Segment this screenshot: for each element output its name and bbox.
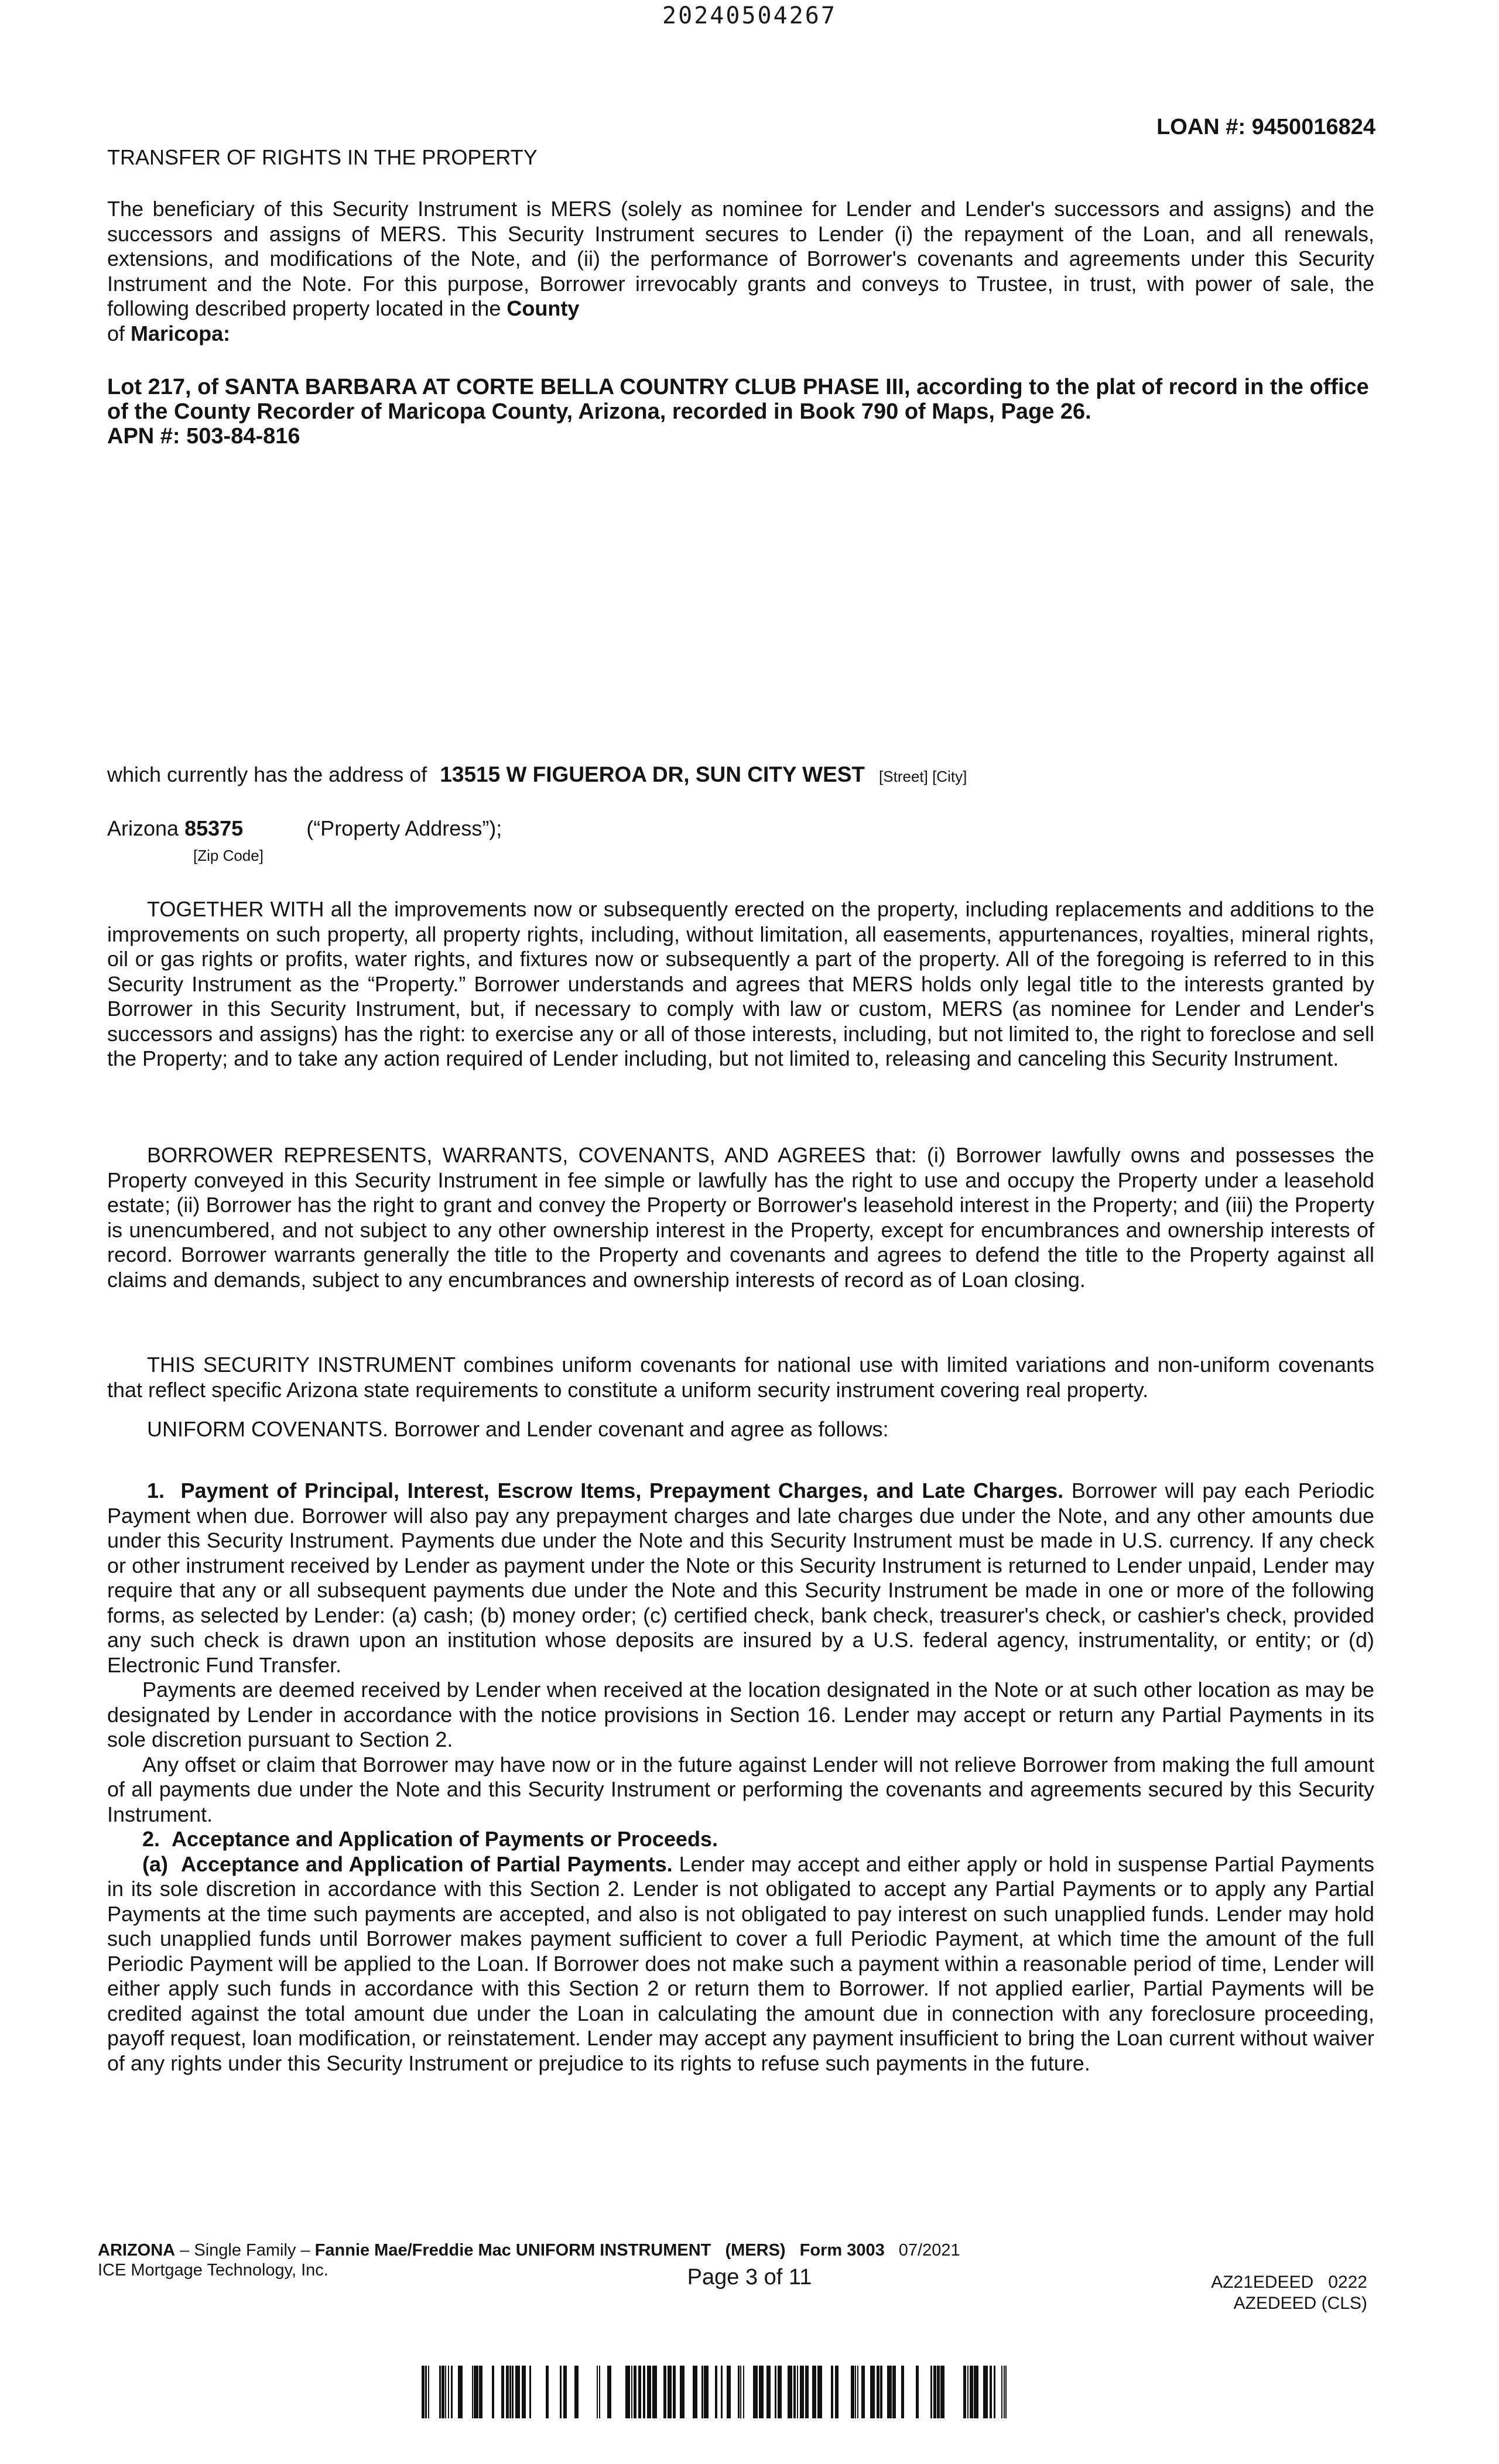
barcode-bar <box>738 2366 740 2418</box>
barcode-bar <box>916 2366 919 2418</box>
barcode-bar <box>597 2366 598 2418</box>
together-text: TOGETHER WITH all the improvements now or subsequently erected on the property, including replacements and additions to the improvements on such property, all property rights, including, without limitation, all easements, appurtenances, royalties, mineral rights, oil or gas rights or profits, water rights, and fixtures now or subsequently a part of the property. All of the foregoing is referred to in this Security Instrument as the “Property.” Borrower understands and agrees that MERS holds only legal title to the interests granted by Borrower in this Security Instrument, but, if necessary to comply with law or custom, MERS (as nominee for Lender and Lender's successors and assigns) has the right: to exercise any or all of those interests, including, but not limited to, the right to foreclose and sell the Property; and to take any action required of Lender including, but not limited to, releasing and canceling this Security Instrument. <box>107 897 1374 1070</box>
barcode-bar <box>861 2366 865 2418</box>
loan-number <box>1156 115 1375 140</box>
footer-instrument-line <box>98 2240 960 2260</box>
footer-mers: (MERS) <box>725 2241 786 2260</box>
barcode-bar <box>805 2366 809 2418</box>
barcode-bar <box>963 2366 966 2418</box>
footer-doc-code: AZ21EDEED 0222 <box>1211 2273 1367 2292</box>
barcode-bar <box>663 2366 666 2418</box>
barcode-bar <box>967 2366 968 2418</box>
address-street-city: 13515 W FIGUEROA DR, SUN CITY WEST <box>440 762 865 786</box>
borrower-paragraph <box>107 1143 1374 1292</box>
property-address-line <box>107 762 967 787</box>
footer-date: 07/2021 <box>898 2241 960 2260</box>
barcode-bar <box>506 2366 509 2418</box>
footer-doc-codes <box>1211 2272 1367 2314</box>
barcode-bar <box>870 2366 875 2418</box>
barcode-bar <box>778 2366 782 2418</box>
together-paragraph <box>107 897 1374 1072</box>
address-zip: 85375 <box>184 816 244 840</box>
covenant-2a-text: Lender may accept and either apply or hold in suspense Partial Payments in its sole discretion in accordance with this Section 2. Lender is not obligated to accept any Partial Payments or to apply any Partial Payments at the time such payments are accepted, and also is not obligated to pay interest on such unapplied funds. Lender may hold such unapplied funds until Borrower makes payment sufficient to cover a full Periodic Payment, at which time the amount of the full Periodic Payment will be applied to the Loan. If Borrower does not make such a payment within a reasonable period of time, Lender will either apply such funds in accordance with this Section 2 or return them to Borrower. If not applied earlier, Partial Payments will be credited against the total amount due under the Loan in calculating the amount due in connection with any foreclosure proceeding, payoff request, loan modification, or reinstatement. Lender may accept any payment insufficient to bring the Loan current without waiver of any rights under this Security Instrument or prejudice to its rights to refuse such payments in the future. <box>107 1852 1374 2075</box>
barcode-bar <box>793 2366 796 2418</box>
barcode-bar <box>647 2366 651 2418</box>
barcode-bar <box>851 2366 854 2418</box>
barcode-bar <box>817 2366 822 2418</box>
barcode-bar <box>788 2366 792 2418</box>
barcode-bar <box>930 2366 932 2418</box>
barcode-bar <box>529 2366 531 2418</box>
barcode-bar <box>668 2366 672 2418</box>
jurisdiction-name: Maricopa: <box>131 321 231 345</box>
barcode-bar <box>492 2366 494 2418</box>
barcode-bar <box>625 2366 630 2418</box>
barcode-bar <box>835 2366 839 2418</box>
barcode-bar <box>933 2366 936 2418</box>
covenant-1-para-1 <box>107 1479 1374 1678</box>
transfer-text: The beneficiary of this Security Instrument is MERS (solely as nominee for Lender and Lender's successors and assigns) and the successors and assigns of MERS. This Security Instrument secures to Lender (i) the repayment of the Loan, and all renewals, extensions, and modifications of the Note, and (ii) the performance of Borrower's covenants and agreements under this Security Instrument and the Note. For this purpose, Borrower irrevocably grants and conveys to Trustee, in trust, with power of sale, the following described property located in the <box>107 197 1374 320</box>
barcode-bar <box>607 2366 611 2418</box>
footer-company: ICE Mortgage Technology, Inc. <box>98 2261 328 2280</box>
barcode-bar <box>974 2366 978 2418</box>
barcode-bar <box>775 2366 776 2418</box>
barcode-bar <box>901 2366 904 2418</box>
barcode-bar <box>753 2366 758 2418</box>
address-street-city-label: [Street] [City] <box>879 768 967 785</box>
barcode-bar <box>448 2366 449 2418</box>
address-state: Arizona <box>107 816 179 840</box>
barcode-bar <box>472 2366 473 2418</box>
barcode-bar <box>599 2366 600 2418</box>
covenant-2-heading: 2. Acceptance and Application of Payments or Proceeds. <box>142 1827 718 1851</box>
barcode-bar <box>501 2366 504 2418</box>
barcode-bar <box>937 2366 940 2418</box>
barcode-bar <box>812 2366 816 2418</box>
barcode-bar <box>766 2366 771 2418</box>
barcode-bar <box>560 2366 562 2418</box>
barcode-bar <box>743 2366 744 2418</box>
barcode-bar <box>887 2366 892 2418</box>
uniform-covenants-intro <box>107 1417 1374 1442</box>
covenant-2a <box>107 1852 1374 2076</box>
barcode-bar <box>439 2366 441 2418</box>
loan-value: 9450016824 <box>1251 115 1375 139</box>
transfer-paragraph <box>107 197 1374 346</box>
barcode-bar <box>994 2366 995 2418</box>
barcode-bar <box>800 2366 804 2418</box>
barcode-bar <box>797 2366 798 2418</box>
barcode-bar <box>445 2366 446 2418</box>
barcode-bar <box>1005 2366 1007 2418</box>
barcode-bar <box>857 2366 858 2418</box>
barcode-bar <box>515 2366 520 2418</box>
combines-paragraph <box>107 1353 1374 1402</box>
page-number: Page 3 of 11 <box>687 2265 812 2290</box>
covenant-1-para-2: Payments are deemed received by Lender when received at the location designated in the Note or at such other location as may be designated by Lender in accordance with the notice provisions in Section 16. Lender may accept or return any Partial Payments in its sole discretion pursuant to Section 2. <box>107 1678 1374 1751</box>
footer-family: – Single Family – <box>180 2241 310 2260</box>
barcode-bar <box>877 2366 879 2418</box>
zip-line <box>107 816 502 841</box>
address-lead: which currently has the address of <box>107 762 427 786</box>
barcode-bar <box>509 2366 511 2418</box>
barcode-bar <box>652 2366 657 2418</box>
barcode-bar <box>727 2366 731 2418</box>
barcode-bar <box>880 2366 882 2418</box>
barcode-bar <box>892 2366 896 2418</box>
barcode-bar <box>563 2366 567 2418</box>
barcode-bar <box>701 2366 703 2418</box>
barcode-bar <box>574 2366 579 2418</box>
footer-form: Form 3003 <box>799 2241 885 2260</box>
barcode-bar <box>990 2366 992 2418</box>
barcode-bar <box>634 2366 636 2418</box>
legal-description <box>107 375 1374 449</box>
barcode-bar <box>940 2366 944 2418</box>
barcode <box>422 2366 1007 2418</box>
barcode-bar <box>1001 2366 1002 2418</box>
barcode-bar <box>759 2366 764 2418</box>
zip-label: [Zip Code] <box>193 847 263 864</box>
apn <box>107 424 1374 449</box>
barcode-bar <box>693 2366 697 2418</box>
of-label: of <box>107 321 125 345</box>
borrower-text: BORROWER REPRESENTS, WARRANTS, COVENANTS, AND AGREES that: (i) Borrower lawfully owns and possesses the Property conveyed in this Security Instrument in fee simple or lawfully has the right to use and occupy the Property under a leasehold estate; (ii) Borrower has the right to grant and convey the Property or Borrower's leasehold interest in the Property; and (iii) the Property is unencumbered, and not subject to any other ownership interest in the Property, except for encumbrances and ownership interests of record. Borrower warrants generally the title to the Property and covenants and agrees to defend the title to the Property against all claims and demands, subject to any encumbrances and ownership interests of record as of Loan closing. <box>107 1143 1374 1292</box>
barcode-bar <box>425 2366 427 2418</box>
property-address-label: (“Property Address”); <box>306 816 502 840</box>
barcode-bar <box>474 2366 478 2418</box>
barcode-bar <box>546 2366 549 2418</box>
barcode-bar <box>643 2366 645 2418</box>
barcode-bar <box>631 2366 632 2418</box>
barcode-bar <box>704 2366 709 2418</box>
barcode-bar <box>983 2366 988 2418</box>
recording-number: 20240504267 <box>662 2 837 29</box>
barcode-bar <box>638 2366 641 2418</box>
barcode-bar <box>442 2366 444 2418</box>
barcode-bar <box>740 2366 741 2418</box>
barcode-bar <box>831 2366 833 2418</box>
barcode-bar <box>479 2366 482 2418</box>
legal-description-text: Lot 217, of SANTA BARBARA AT CORTE BELLA COUNTRY CLUB PHASE III, according to the plat of record in the office of the County Recorder of Maricopa County, Arizona, recorded in Book 790 of Maps, Page 26. <box>107 375 1369 424</box>
footer-instrument: Fannie Mae/Freddie Mac UNIFORM INSTRUMENT <box>314 2241 711 2260</box>
barcode-bar <box>451 2366 453 2418</box>
covenant-1-para-3: Any offset or claim that Borrower may have now or in the future against Lender will not relieve Borrower from making the full amount of all payments due under the Note and this Security Instrument or performing the covenants and agreements secured by this Security Instrument. <box>107 1752 1374 1826</box>
loan-label: LOAN #: <box>1156 115 1246 139</box>
barcode-bar <box>715 2366 717 2418</box>
covenant-1-text: Borrower will pay each Periodic Payment when due. Borrower will also pay any prepayment charges and late charges due under the Note, and any other amounts due under this Security Instrument. Payments due under the Note and this Security Instrument must be made in U.S. currency. If any check or other instrument received by Lender as payment under the Note or this Security Instrument is returned to Lender unpaid, Lender may require that any or all subsequent payments due under the Note and this Security Instrument be made in one or more of the following forms, as selected by Lender: (a) cash; (b) money order; (c) certified check, bank check, treasurer's check, or cashier's check, provided any such check is drawn upon an institution whose deposits are insured by a U.S. federal agency, instrumentality, or entity; or (d) Electronic Fund Transfer. <box>107 1479 1374 1677</box>
apn-label: APN #: <box>107 424 180 449</box>
barcode-bar <box>458 2366 463 2418</box>
uniform-covenants-text: UNIFORM COVENANTS. Borrower and Lender covenant and agree as follows: <box>147 1417 889 1441</box>
barcode-bar <box>855 2366 856 2418</box>
barcode-bar <box>512 2366 514 2418</box>
jurisdiction-type: County <box>506 296 580 320</box>
barcode-bar <box>522 2366 526 2418</box>
barcode-bar <box>680 2366 685 2418</box>
footer-doc-code-2: AZEDEED (CLS) <box>1233 2294 1367 2313</box>
barcode-bar <box>721 2366 723 2418</box>
combines-text: THIS SECURITY INSTRUMENT combines uniform covenants for national use with limited variations and non-uniform covenants that reflect specific Arizona state requirements to constitute a uniform security instrument covering real property. <box>107 1353 1374 1402</box>
barcode-bar <box>673 2366 676 2418</box>
barcode-bar <box>428 2366 429 2418</box>
apn-value: 503-84-816 <box>186 424 300 449</box>
covenant-1 <box>107 1479 1374 2076</box>
covenant-1-heading: 1. Payment of Principal, Interest, Escrow Items, Prepayment Charges, and Late Charges. <box>147 1479 1064 1503</box>
covenant-2a-heading: (a) Acceptance and Application of Partial Payments. <box>142 1852 673 1876</box>
barcode-bar <box>422 2366 425 2418</box>
section-title: TRANSFER OF RIGHTS IN THE PROPERTY <box>107 145 538 169</box>
barcode-bar <box>970 2366 973 2418</box>
footer-state: ARIZONA <box>98 2241 176 2260</box>
barcode-bar <box>1004 2366 1005 2418</box>
